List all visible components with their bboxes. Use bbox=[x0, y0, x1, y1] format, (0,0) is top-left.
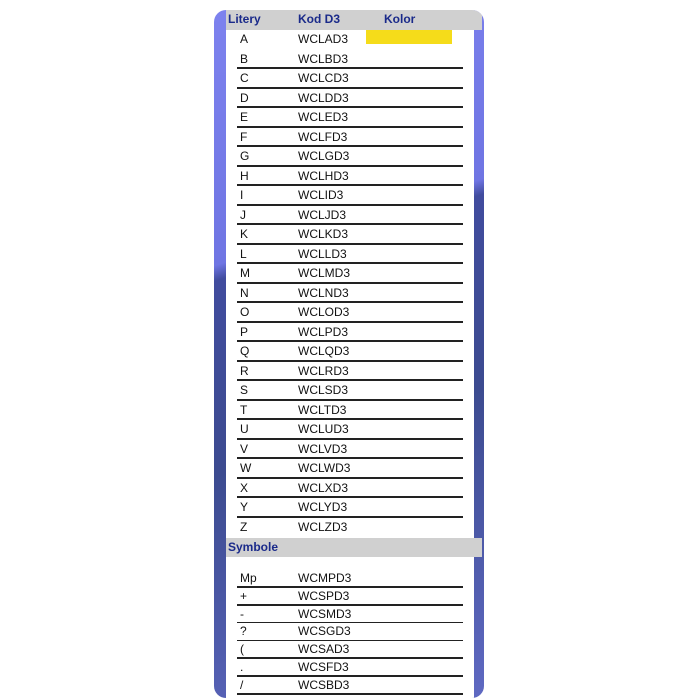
code-cell: WCLCD3 bbox=[298, 71, 349, 85]
code-cell: WCSFD3 bbox=[298, 660, 349, 674]
code-cell: WCLOD3 bbox=[298, 305, 350, 319]
letter-cell: F bbox=[240, 129, 248, 144]
table-row bbox=[226, 570, 474, 588]
code-cell: WCLWD3 bbox=[298, 461, 351, 475]
table-row bbox=[226, 69, 474, 89]
code-cell: WCLTD3 bbox=[298, 402, 347, 417]
table-row bbox=[226, 128, 474, 148]
code-cell: WCSPD3 bbox=[298, 588, 350, 603]
letter-cell: C bbox=[240, 71, 249, 85]
code-cell: WCLYD3 bbox=[298, 500, 348, 514]
table-row bbox=[226, 323, 474, 343]
table-row bbox=[226, 518, 474, 538]
letter-cell: Y bbox=[240, 500, 249, 514]
code-cell: WCLND3 bbox=[298, 285, 349, 300]
letter-cell: R bbox=[240, 363, 249, 378]
table-row bbox=[226, 147, 474, 167]
table-row bbox=[226, 264, 474, 284]
table-row bbox=[226, 89, 474, 109]
table-row bbox=[226, 362, 474, 382]
letter-cell: T bbox=[240, 402, 248, 417]
code-cell: WCLID3 bbox=[298, 188, 344, 202]
letter-cell: P bbox=[240, 324, 249, 339]
table-row bbox=[226, 459, 474, 479]
code-cell: WCLJD3 bbox=[298, 207, 347, 222]
code-cell: WCLLD3 bbox=[298, 246, 347, 261]
table-row bbox=[226, 284, 474, 304]
symbol-cell: / bbox=[240, 677, 244, 692]
table-row bbox=[226, 588, 474, 606]
table-row bbox=[226, 623, 474, 641]
code-cell: WCMPD3 bbox=[298, 571, 352, 585]
letter-cell: G bbox=[240, 149, 250, 163]
code-cell: WCLRD3 bbox=[298, 363, 349, 378]
table-row bbox=[226, 30, 474, 50]
table-row bbox=[226, 342, 474, 362]
table-row bbox=[226, 50, 474, 70]
symbol-cell: Mp bbox=[240, 571, 257, 585]
table-row bbox=[226, 677, 474, 695]
table-row bbox=[226, 420, 474, 440]
code-cell: WCLSD3 bbox=[298, 383, 349, 397]
table-row bbox=[226, 401, 474, 421]
letter-cell: N bbox=[240, 285, 249, 300]
symbol-cell: ( bbox=[240, 642, 244, 657]
letter-cell: J bbox=[240, 207, 246, 222]
code-cell: WCLDD3 bbox=[298, 90, 349, 105]
header-litery: Litery bbox=[228, 12, 261, 26]
code-cell: WCSGD3 bbox=[298, 624, 351, 639]
code-cell: WCLQD3 bbox=[298, 344, 350, 358]
table-row bbox=[226, 606, 474, 624]
table-row bbox=[226, 498, 474, 518]
table-row bbox=[226, 440, 474, 460]
code-cell: WCSMD3 bbox=[298, 606, 352, 621]
table-row bbox=[226, 479, 474, 499]
letter-cell: Q bbox=[240, 344, 250, 358]
code-cell: WCLKD3 bbox=[298, 227, 349, 241]
symbols-title: Symbole bbox=[228, 540, 279, 554]
code-cell: WCSAD3 bbox=[298, 642, 350, 657]
letter-cell: B bbox=[240, 51, 249, 66]
table-row bbox=[226, 381, 474, 401]
code-cell: WCSBD3 bbox=[298, 677, 350, 692]
row-divider bbox=[237, 693, 463, 695]
code-cell: WCLGD3 bbox=[298, 149, 350, 163]
header-kod: Kod D3 bbox=[298, 12, 340, 26]
letter-cell: X bbox=[240, 480, 249, 495]
letter-cell: L bbox=[240, 246, 247, 261]
letter-cell: H bbox=[240, 168, 249, 183]
symbol-cell: - bbox=[240, 606, 244, 621]
table-header bbox=[226, 10, 482, 30]
code-cell: WCLVD3 bbox=[298, 441, 348, 456]
symbol-cell: . bbox=[240, 660, 244, 674]
letter-cell: E bbox=[240, 110, 249, 124]
code-cell: WCLXD3 bbox=[298, 480, 349, 495]
symbols-header bbox=[226, 538, 482, 557]
letter-cell: S bbox=[240, 383, 249, 397]
letter-cell: M bbox=[240, 266, 250, 280]
letter-cell: A bbox=[240, 32, 249, 46]
code-table-panel bbox=[214, 10, 484, 698]
symbol-cell: + bbox=[240, 588, 248, 603]
code-cell: WCLAD3 bbox=[298, 32, 349, 46]
letter-cell: W bbox=[240, 461, 252, 475]
code-cell: WCLPD3 bbox=[298, 324, 349, 339]
code-cell: WCLED3 bbox=[298, 110, 349, 124]
code-cell: WCLBD3 bbox=[298, 51, 349, 66]
table-row bbox=[226, 659, 474, 677]
code-cell: WCLMD3 bbox=[298, 266, 351, 280]
letter-cell: I bbox=[240, 188, 244, 202]
table-row bbox=[226, 167, 474, 187]
code-cell: WCLHD3 bbox=[298, 168, 349, 183]
letter-cell: O bbox=[240, 305, 250, 319]
table-row bbox=[226, 186, 474, 206]
code-cell: WCLZD3 bbox=[298, 519, 348, 534]
table-row bbox=[226, 108, 474, 128]
letter-cell: D bbox=[240, 90, 249, 105]
code-cell: WCLFD3 bbox=[298, 129, 348, 144]
symbol-cell: ? bbox=[240, 624, 247, 639]
table-row bbox=[226, 303, 474, 323]
table-row bbox=[226, 245, 474, 265]
letter-cell: V bbox=[240, 441, 249, 456]
table-row bbox=[226, 641, 474, 659]
code-cell: WCLUD3 bbox=[298, 422, 349, 436]
table-body bbox=[226, 10, 474, 698]
table-row bbox=[226, 225, 474, 245]
header-kolor: Kolor bbox=[384, 12, 416, 26]
table-row bbox=[226, 206, 474, 226]
letter-cell: K bbox=[240, 227, 249, 241]
letter-cell: U bbox=[240, 422, 249, 436]
letter-cell: Z bbox=[240, 519, 248, 534]
